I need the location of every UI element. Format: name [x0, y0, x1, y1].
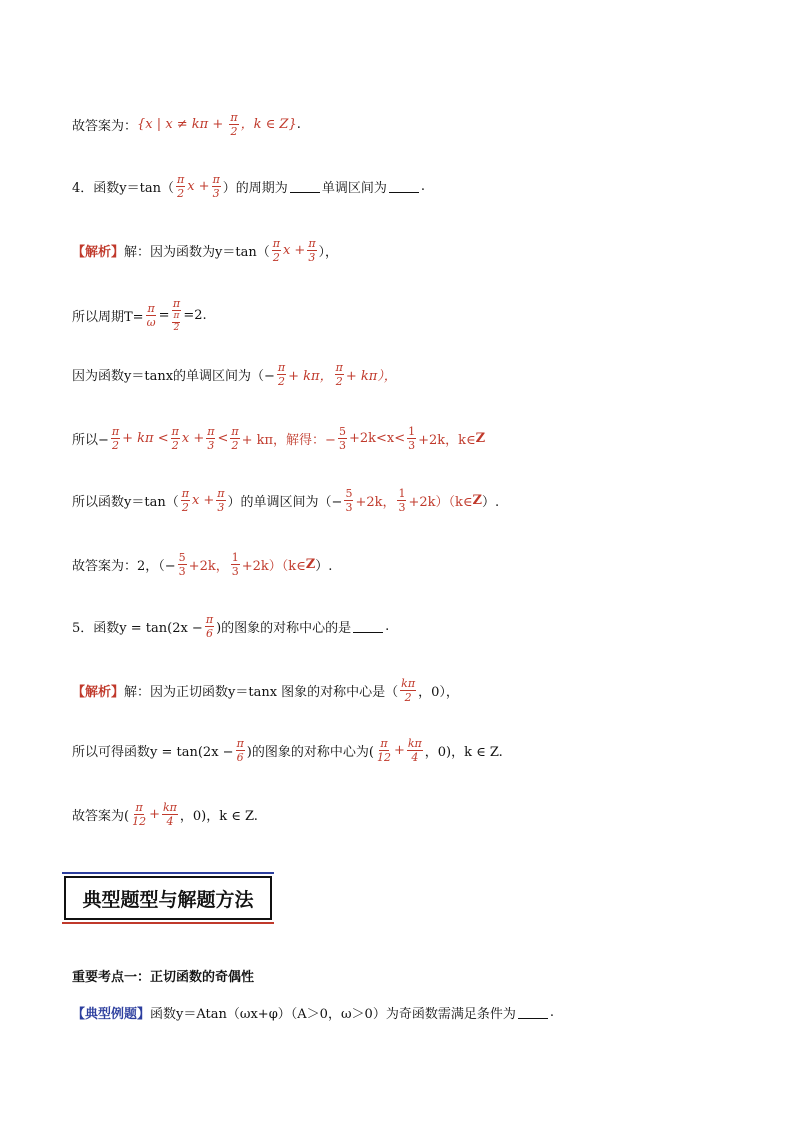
tanx-interval-line	[72, 362, 397, 387]
fraction: $\frac{\pi}{3}$	[207, 425, 215, 452]
plus: +	[149, 807, 160, 822]
inequality-text: 所以−	[72, 433, 109, 448]
solution-text: 解：因为正切函数y＝tanx 图象的对称中心是（	[124, 685, 399, 700]
fraction: $\frac{5}{3}$	[178, 551, 186, 578]
fraction: $\frac{\pi}{\omega}$	[146, 302, 156, 329]
fraction: $\frac{\pi}{3}$	[217, 487, 225, 514]
equals: =	[158, 308, 170, 323]
fraction: $\frac{1}{3}$	[231, 551, 239, 578]
set-open: {	[137, 117, 146, 132]
line-end: ）.	[315, 559, 333, 574]
answer-text: 故答案为(	[72, 809, 130, 824]
fraction: $\frac{1}{3}$	[408, 425, 416, 452]
tanx-interval-text: 因为函数y＝tanx的单调区间为（−	[72, 369, 275, 384]
period: .	[420, 179, 425, 194]
fraction: $\frac{k\pi}{4}$	[407, 737, 422, 764]
heading-rule-bottom	[62, 922, 274, 924]
fraction: $\frac{k\pi}{4}$	[162, 801, 177, 828]
question-5-mid: )的图象的对称中心的是	[216, 621, 352, 636]
fraction: $\frac{\pi}{2}$	[335, 361, 343, 388]
period-text: 所以周期T=	[72, 310, 144, 325]
fraction: $\frac{\pi}{2}$	[272, 237, 280, 264]
fraction: $\frac{\pi}{6}$	[205, 613, 214, 640]
period: .	[549, 1005, 554, 1020]
period-result: =2.	[183, 308, 207, 323]
fraction: $\frac{\pi}{2}$	[230, 111, 238, 138]
period: .	[385, 619, 390, 634]
period: .	[296, 117, 301, 132]
analysis-tag: 【解析】	[72, 245, 125, 260]
center-mid: )的图象的对称中心为(	[246, 745, 374, 760]
example-text: 函数y＝Atan（ωx+φ）（A＞0，ω＞0）为奇函数需满足条件为	[150, 1007, 516, 1022]
set-bar: |	[156, 117, 162, 132]
math-term: +2k，	[188, 559, 229, 574]
math-x: x +	[187, 179, 210, 194]
question-4-mid: ）的周期为	[222, 181, 288, 196]
solution-text: 解：因为函数为y＝tan（	[124, 245, 270, 260]
period-line	[72, 298, 207, 333]
integer-set: Z	[305, 557, 316, 572]
example-tag: 【典型例题】	[72, 1007, 151, 1022]
fraction: $\frac{\pi}{12}$	[132, 801, 147, 828]
solution-5-intro	[72, 678, 459, 703]
typical-example	[72, 1003, 554, 1022]
answer-blank	[290, 180, 320, 193]
fraction: $\frac{\pi}{3}$	[308, 237, 316, 264]
math-term: +2k）（k∈	[408, 495, 473, 510]
answer-line-5	[72, 802, 258, 827]
question-5	[72, 614, 389, 639]
set-close: }	[288, 117, 297, 132]
answer-blank	[389, 180, 419, 193]
fraction: $\frac{\pi}{2}$	[111, 425, 120, 452]
math-x: x +	[282, 243, 306, 258]
integer-set: Z	[475, 431, 486, 446]
fraction: $\frac{\pi}{2}$	[181, 487, 189, 514]
line-end: ）.	[482, 495, 500, 510]
answer-blank	[518, 1006, 548, 1019]
math-term: + kπ，	[288, 369, 333, 384]
answer-line-1	[72, 112, 301, 137]
plus: +	[393, 743, 405, 758]
math-term: + kπ，解得：−	[241, 433, 336, 448]
interval-mid: ）的单调区间为（−	[227, 495, 343, 510]
section-heading: 典型题型与解题方法	[64, 876, 272, 920]
answer-line-4	[72, 552, 332, 577]
set-condition: x ≠ kπ +	[165, 117, 224, 132]
question-4-mid2: 单调区间为	[321, 181, 387, 196]
inequality-line	[72, 426, 485, 451]
line-end: ，0)，k ∈ Z.	[424, 745, 503, 760]
answer-prefix: 故答案为：	[72, 119, 138, 134]
math-term: x +	[181, 431, 205, 446]
fraction: $\frac{k\pi}{2}$	[401, 677, 416, 704]
answer-text: 故答案为：2，（−	[72, 559, 176, 574]
fraction: $\frac{\pi}{2}$	[171, 425, 179, 452]
fraction: $\frac{1}{3}$	[398, 487, 406, 514]
fraction: $\frac{\pi}{12}$	[376, 737, 391, 764]
fraction: $\frac{\pi}{2}$	[231, 425, 239, 452]
nested-fraction: $\frac{\pi}{\frac{\pi}{2}}$	[172, 297, 181, 333]
heading-rule-top	[62, 872, 274, 874]
question-4	[72, 174, 425, 199]
solution-end: ，0），	[418, 685, 459, 700]
center-result-line	[72, 738, 503, 763]
math-term: + kπ <	[122, 431, 169, 446]
math-term: + kπ），	[345, 369, 397, 384]
fraction: $\frac{\pi}{3}$	[212, 173, 220, 200]
solution-end: ），	[318, 245, 339, 260]
answer-blank	[353, 620, 383, 633]
key-point-heading: 重要考点一：正切函数的奇偶性	[72, 970, 255, 985]
interval-result-text: 所以函数y＝tan（	[72, 495, 179, 510]
question-5-text: 5．函数y = tan(2x −	[72, 621, 203, 636]
math-term: +2k）（k∈	[241, 559, 306, 574]
fraction: $\frac{\pi}{2}$	[176, 173, 185, 200]
fraction: $\frac{\pi}{2}$	[277, 361, 286, 388]
interval-result-line	[72, 488, 499, 513]
fraction: $\frac{5}{3}$	[345, 487, 353, 514]
set-var: x	[145, 117, 153, 132]
set-k: ，k ∈ Z	[240, 117, 289, 132]
math-term: +2k，k∈	[418, 433, 476, 448]
fraction: $\frac{\pi}{6}$	[236, 737, 244, 764]
math-term: +2k<x<	[348, 431, 406, 446]
integer-set: Z	[472, 493, 483, 508]
fraction: $\frac{5}{3}$	[338, 425, 346, 452]
math-x: x +	[191, 493, 215, 508]
math-term: +2k，	[355, 495, 396, 510]
center-result-text: 所以可得函数y = tan(2x −	[72, 745, 234, 760]
line-end: ，0)，k ∈ Z.	[179, 809, 258, 824]
question-4-text: 4．函数y＝tan（	[72, 181, 174, 196]
analysis-tag: 【解析】	[72, 685, 125, 700]
math-term: <	[217, 431, 229, 446]
solution-4-intro	[72, 238, 338, 263]
